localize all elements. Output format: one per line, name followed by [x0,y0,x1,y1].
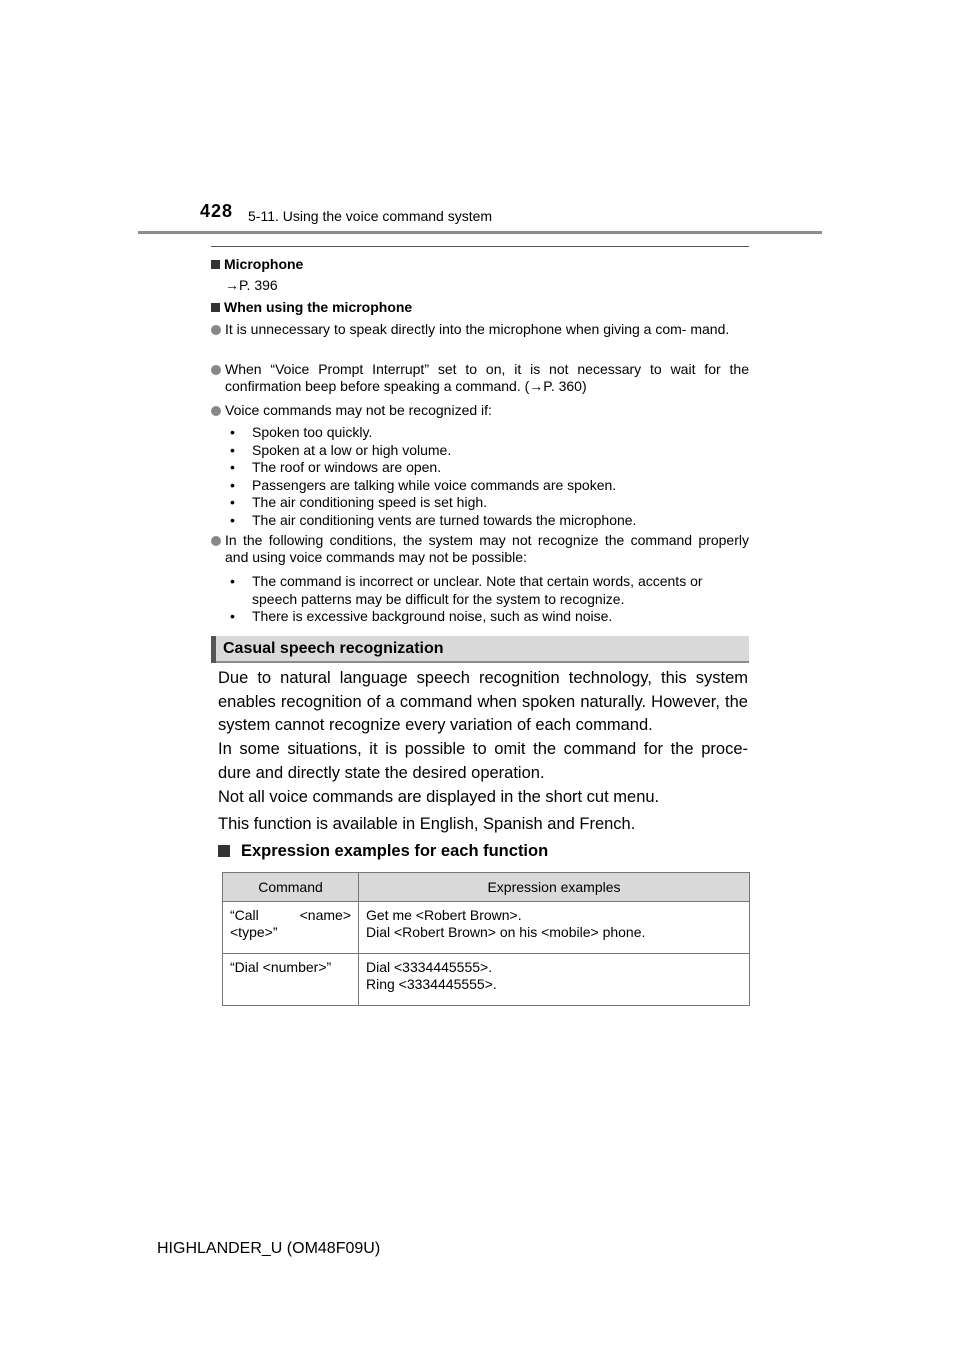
heading-label: Casual speech recognization [223,640,444,657]
command-cell: “Dial <number>” [223,954,359,1006]
table-row [223,954,750,1006]
example-line: Get me <Robert Brown>. [366,907,522,923]
content-rule [211,246,749,247]
round-bullet-icon [211,536,221,546]
round-bullet-icon [211,406,221,416]
round-bullet-icon [211,365,221,375]
examples-heading: Expression examples for each function [218,840,748,864]
not-recognized-list [228,424,748,529]
bullet-text: Voice commands may not be recognized if: [225,402,492,418]
column-header-command: Command [223,873,359,902]
bullet-text: It is unnecessary to speak directly into the microphone when giving a com- mand. [225,321,730,337]
expression-examples-table [222,872,750,1006]
examples-cell [359,902,750,954]
example-line: Ring <3334445555>. [366,976,497,992]
bullet-item [211,361,749,395]
square-bullet-icon [211,260,220,269]
paragraph: In some situations, it is possible to omit the command for the proce- dure and directly state the desired operation. [218,740,748,782]
microphone-heading: Microphone [211,256,303,273]
list-item: • Spoken too quickly. [228,424,748,442]
list-item: • The roof or windows are open. [228,459,748,477]
footer-model: HIGHLANDER_U (OM48F09U) [157,1240,381,1257]
header-rule [138,231,822,234]
page-number: 428 [200,201,234,221]
list-item: • The air conditioning speed is set high. [228,494,748,512]
bullet-text: In the following conditions, the system may not recognize the command properly and using voice commands may not be possible: [225,532,749,565]
paragraph: Due to natural language speech recognition technology, this system enables recognition of a command when spoken naturally. However, the system cannot recognize every variation of each command. [218,669,748,734]
bullet-text: When “Voice Prompt Interrupt” set to on, it is not necessary to wait for the confirmation beep before speaking a command. (→P. 360) [225,361,749,394]
paragraph: Not all voice commands are displayed in the short cut menu. [218,788,660,806]
examples-cell [359,954,750,1006]
square-bullet-icon [211,303,220,312]
list-item: • Passengers are talking while voice commands are spoken. [228,477,748,495]
list-item: • Spoken at a low or high volume. [228,442,748,460]
microphone-page-ref: →P. 396 [225,277,278,293]
casual-speech-heading [211,636,749,663]
round-bullet-icon [211,325,221,335]
example-line: Dial <Robert Brown> on his <mobile> phone. [366,924,646,940]
command-cell: “Call <name> <type>” [223,902,359,954]
conditions-list [228,573,748,626]
bullet-item [211,402,749,419]
when-using-heading: When using the microphone [211,299,412,316]
bullet-item [211,532,749,566]
table-row [223,902,750,954]
heading-accent [211,636,216,663]
section-title: 5-11. Using the voice command system [248,208,493,224]
list-item: • There is excessive background noise, such as wind noise. [228,608,748,626]
bullet-item [211,321,749,338]
list-item: • The air conditioning vents are turned towards the microphone. [228,512,748,530]
square-bullet-icon [218,845,230,857]
example-line: Dial <3334445555>. [366,959,493,975]
table-header-row [223,873,750,902]
paragraph: This function is available in English, Spanish and French. [218,815,636,833]
column-header-examples: Expression examples [359,873,750,902]
list-item: • The command is incorrect or unclear. Note that certain words, accents or speech patterns may be difficult for the system to recognize. [228,573,748,608]
